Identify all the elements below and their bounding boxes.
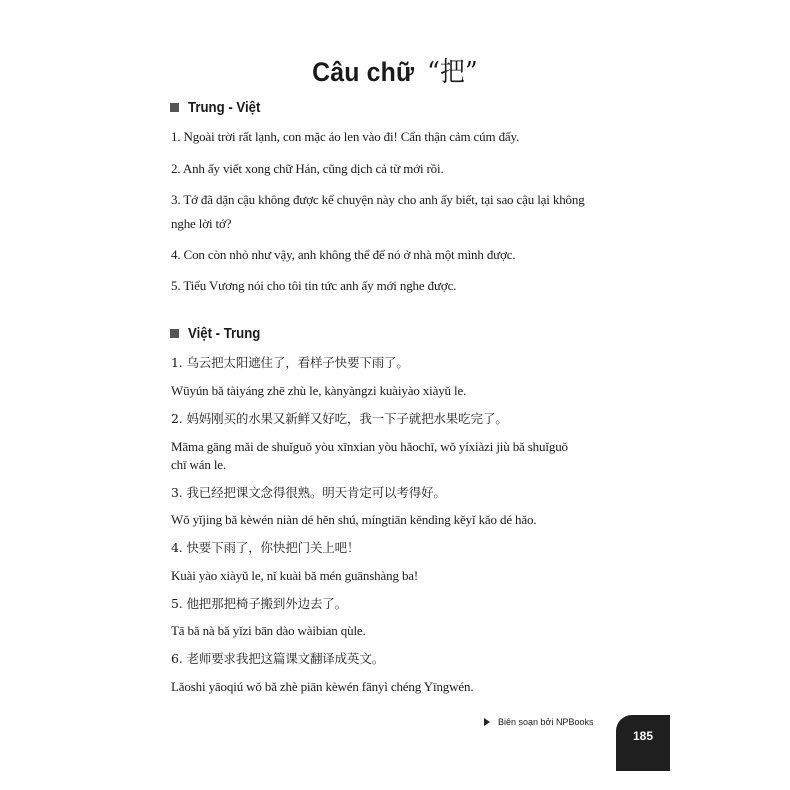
page-title-char: “把” [427, 57, 478, 88]
exercise-line: 1. Ngoài trời rất lạnh, con mặc áo len vào đi! Cẩn thận cảm cúm đấy. [171, 129, 520, 144]
square-bullet-icon [170, 103, 179, 112]
pinyin-line: Wūyún bǎ tàiyáng zhē zhù le, kànyàngzi kuàiyào xiàyǔ le. [171, 383, 467, 398]
chinese-sentence: 3. 我已经把课文念得很熟。明天肯定可以考得好。 [171, 485, 446, 500]
pinyin-line: Lǎoshi yāoqiú wǒ bǎ zhè piān kèwén fānyì chéng Yīngwén. [171, 679, 474, 694]
chinese-sentence: 4. 快要下雨了，你快把门关上吧！ [171, 540, 360, 555]
chinese-sentence: 2. 妈妈刚买的水果又新鲜又好吃，我一下子就把水果吃完了。 [171, 411, 508, 426]
section-heading-text: Trung - Việt [188, 99, 261, 116]
exercise-line: 3. Tớ đã dặn cậu không được kể chuyện này cho anh ấy biết, tại sao cậu lại không [171, 192, 585, 207]
exercise-line: 2. Anh ấy viết xong chữ Hán, cũng dịch cả từ mới rồi. [171, 161, 444, 176]
section-heading-text: Việt - Trung [188, 325, 261, 342]
chinese-sentence: 1. 乌云把太阳遮住了，看样子快要下雨了。 [171, 355, 409, 370]
chinese-sentence: 5. 他把那把椅子搬到外边去了。 [171, 596, 348, 611]
page-number: 185 [632, 729, 654, 743]
chinese-sentence: 6. 老师要求我把这篇课文翻译成英文。 [171, 651, 385, 666]
footer-credit-text: Biên soạn bởi NPBooks [498, 717, 594, 727]
square-bullet-icon [170, 329, 179, 338]
pinyin-line: Tā bǎ nà bǎ yǐzi bān dào wàibian qùle. [171, 623, 366, 638]
pinyin-line: Māma gāng mǎi de shuǐguǒ yòu xīnxian yòu hǎochī, wǒ yíxiàzi jiù bǎ shuǐguǒ [171, 439, 568, 454]
footer-credit [484, 717, 593, 727]
section-heading-trung-viet [170, 99, 270, 116]
page-number-tab [616, 715, 670, 771]
pinyin-line: Kuài yào xiàyǔ le, nǐ kuài bǎ mén guānshàng ba! [171, 568, 419, 583]
section-heading-viet-trung [170, 325, 270, 342]
exercise-line: 4. Con còn nhỏ như vậy, anh không thể để nó ở nhà một mình được. [171, 247, 516, 262]
page-title-text: Câu chữ [312, 57, 415, 87]
pinyin-line: chī wán le. [171, 457, 227, 472]
triangle-right-icon [484, 718, 490, 726]
page-title [32, 50, 759, 89]
exercise-line: 5. Tiểu Vương nói cho tôi tin tức anh ấy mới nghe được. [171, 278, 457, 293]
pinyin-line: Wǒ yǐjing bǎ kèwén niàn dé hěn shú, míngtiān kěndìng kěyǐ kǎo dé hǎo. [171, 512, 537, 527]
exercise-line: nghe lời tớ? [171, 216, 232, 231]
